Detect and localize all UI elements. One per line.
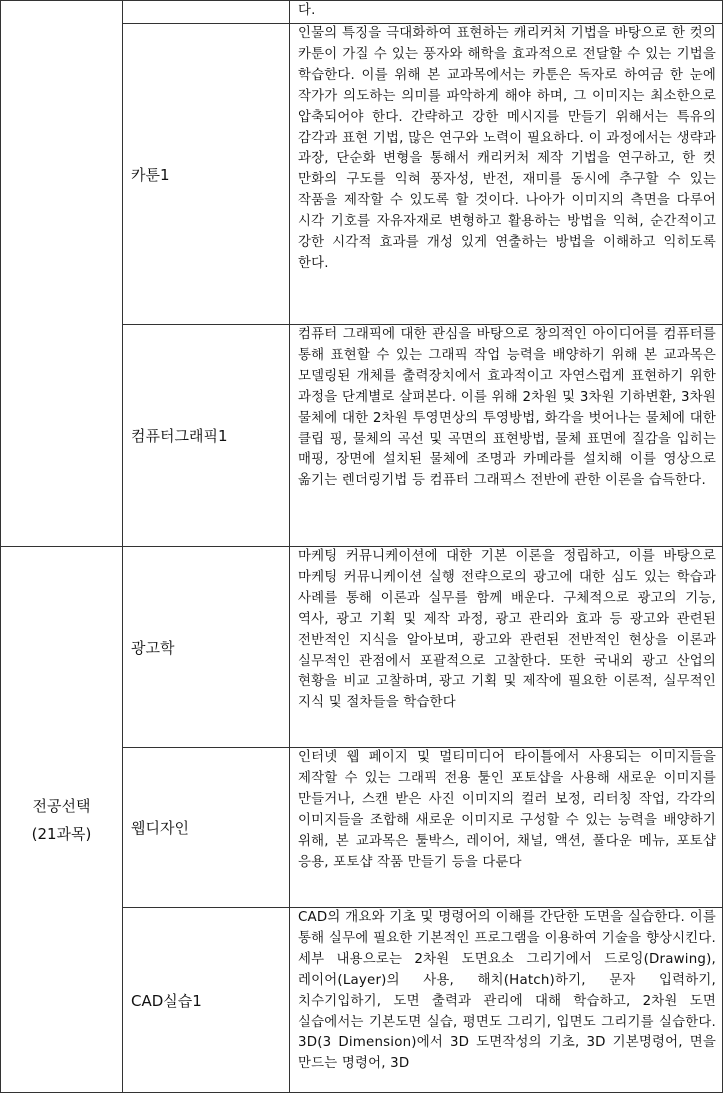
category-title: 전공선택	[32, 796, 91, 815]
course-description-cell	[290, 325, 723, 547]
course-description: 마케팅 커뮤니케이션에 대한 기본 이론을 정립하고, 이를 바탕으로 마케팅 커뮤니케이션 실행 전략으로의 광고에 대한 심도 있는 학습과 사례를 통해 이론과 실무를 함께 배운다. 구체적으로 광고의 기능, 역사, 광고 기획 및 제작 과정, 광고 관리와 효과 등 광고와 관련된 전반적인 지식을 알아보며, 광고와 관련된 전반적인 현상을 이론과 실무적인 관점에서 포괄적으로 고찰한다. 또한 국내외 광고 산업의 현황을 비교 고찰하며, 광고 기획 및 제작에 필요한 이론적, 실무적인 지식 및 절차들을 학습한다	[298, 549, 716, 711]
course-name-cell	[123, 1, 290, 24]
course-description-cell	[290, 908, 723, 1093]
course-description: CAD의 개요와 기초 및 명령어의 이해를 간단한 도면을 실습한다. 이를 통해 실무에 필요한 기본적인 프로그램을 이용하여 기술을 향상시킨다. 세부 내용으로는 2차원 도면요소 그리기에서 드로잉(Drawing), 레이어(Layer)의 사용, 해치(Hatch)하기, 문자 입력하기, 치수기입하기, 도면 출력과 관리에 대해 학습하고, 2차원 도면 실습에서는 기본도면 실습, 평면도 그리기, 입면도 그리기를 실습한다. 3D(3 Dimension)에서 3D 도면작성의 기초, 3D 기본명령어, 면을 만드는 명령어, 3D	[298, 910, 716, 1072]
course-name-cell: 컴퓨터그래픽1	[123, 325, 290, 547]
course-description-cell	[290, 748, 723, 908]
course-name-cell: CAD실습1	[123, 908, 290, 1093]
course-description-cell	[290, 24, 723, 325]
course-name-cell: 광고학	[123, 547, 290, 748]
course-name-cell: 카툰1	[123, 24, 290, 325]
category-count: (21과목)	[31, 824, 92, 843]
course-description: 인물의 특징을 극대화하여 표현하는 캐리커처 기법을 바탕으로 한 컷의 카툰이 가질 수 있는 풍자와 해학을 효과적으로 전달할 수 있는 기법을 학습한다. 이를 위해 본 교과목에서는 카툰은 독자로 하여금 한 눈에 작가가 의도하는 의미를 파악하게 해야 하며, 그 이미지는 최소한으로 압축되어야 한다. 간략하고 강한 메시지를 만들기 위해서는 특유의 감각과 표현 기법, 많은 연구와 노력이 필요하다. 이 과정에서는 생략과 과장, 단순화 변형을 통해서 캐리커처 제작 기법을 연구하고, 한 컷 만화의 구도를 익혀 풍자성, 반전, 재미를 동시에 추구할 수 있는 작품을 제작할 수 있도록 할 것이다. 나아가 이미지의 측면을 다루어 시각 기호를 자유자재로 변형하고 활용하는 방법을 익혀, 순간적이고 강한 시각적 효과를 개성 있게 연출하는 방법을 이해하고 익히도록 한다.	[298, 26, 716, 271]
category-cell	[1, 547, 123, 1093]
course-description-cell	[290, 1, 723, 24]
course-description: 인터넷 웹 페이지 및 멀티미디어 타이틀에서 사용되는 이미지들을 제작할 수 있는 그래픽 전용 툴인 포토샵을 사용해 새로운 이미지를 만들거나, 스캔 받은 사진 이미지의 컬러 보정, 리터칭 작업, 각각의 이미지들을 조합해 새로운 이미지로 구성할 수 있는 능력을 배양하기 위해, 본 교과목은 툴박스, 레이어, 채널, 액션, 풀다운 메뉴, 포토샵 응용, 포토샵 작품 만들기 등을 다룬다	[298, 750, 716, 870]
table-row	[1, 547, 723, 748]
table-row	[1, 1, 723, 24]
category-cell-top	[1, 1, 123, 547]
course-description-cell	[290, 547, 723, 748]
course-name-cell: 웹디자인	[123, 748, 290, 908]
course-description: 컴퓨터 그래픽에 대한 관심을 바탕으로 창의적인 아이디어를 컴퓨터를 통해 표현할 수 있는 그래픽 작업 능력을 배양하기 위해 본 교과목은 모델링된 개체를 출력장치에서 효과적이고 자연스럽게 표현하기 위한 과정을 단계별로 살펴본다. 이를 위해 2차원 및 3차원 기하변환, 3차원 물체에 대한 2차원 투영면상의 투영방법, 화각을 벗어나는 물체에 대한 클립 핑, 물체의 곡선 및 곡면의 표현방법, 물체 표면에 질감을 입히는 매핑, 장면에 설치된 물체에 조명과 카메라를 설치해 이를 영상으로 옮기는 렌더링기법 등 컴퓨터 그래픽스 전반에 관한 이론을 습득한다.	[298, 327, 716, 489]
course-description: 다.	[298, 3, 316, 18]
